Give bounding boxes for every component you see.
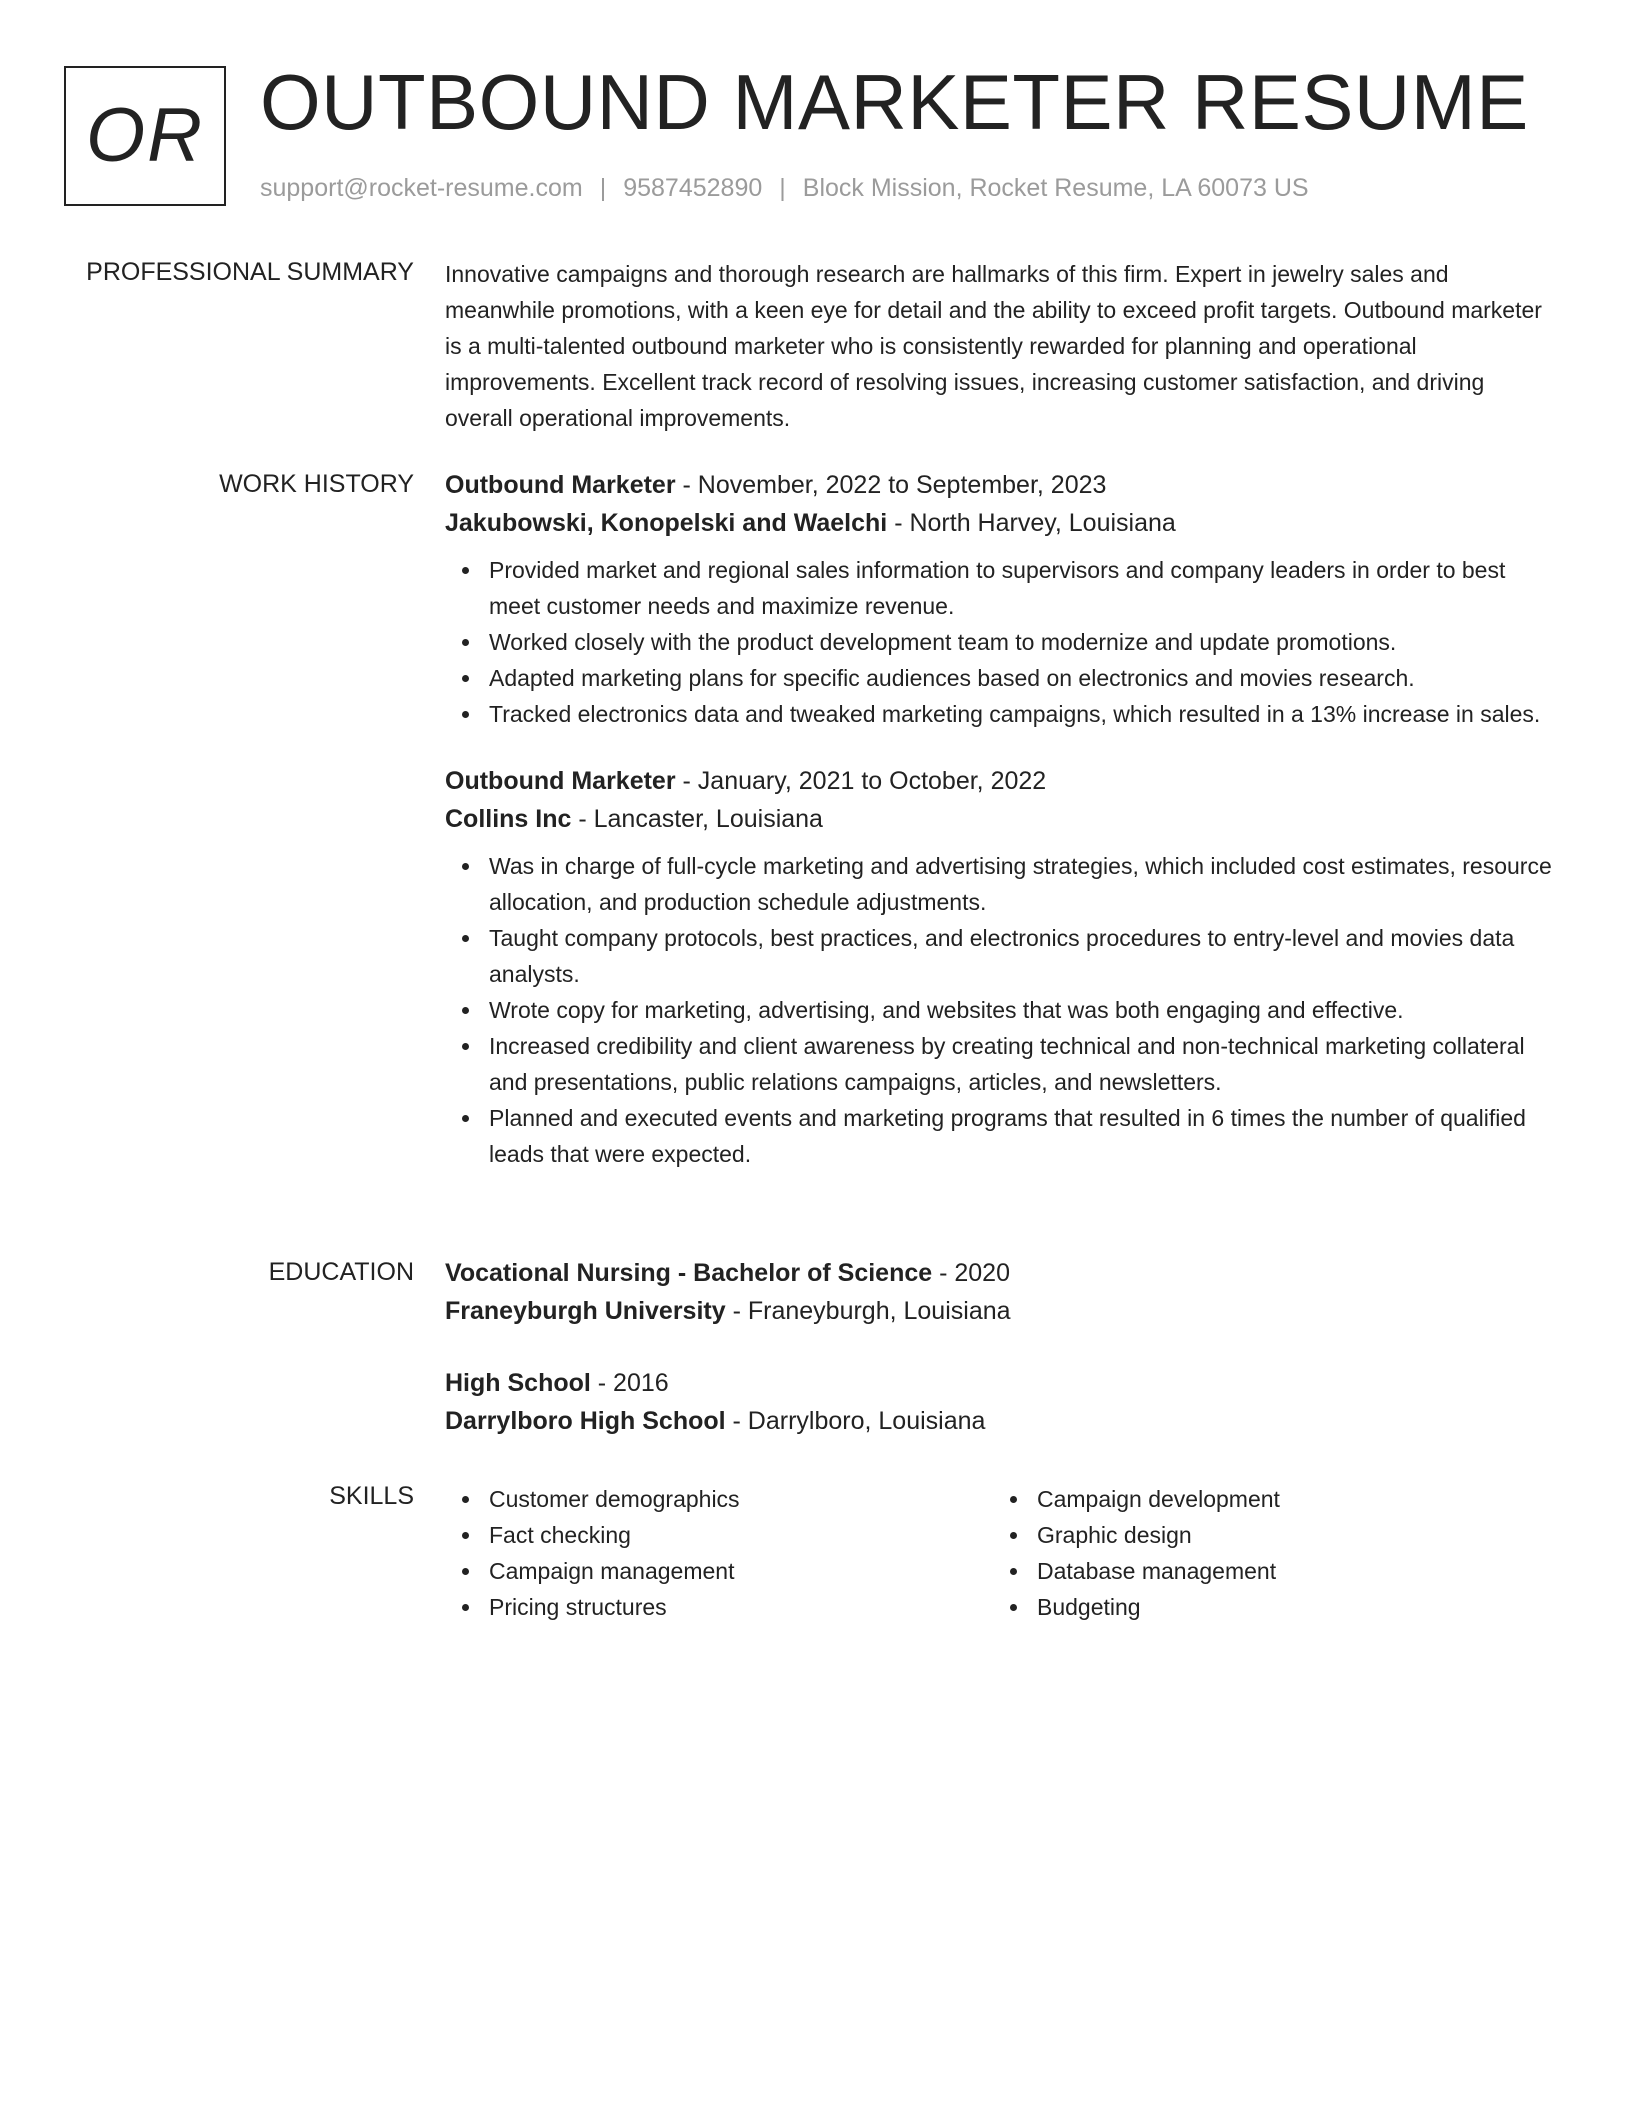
job-bullet: Taught company protocols, best practices, and electronics procedures to entry-level and movies data analysts.: [489, 920, 1555, 992]
skill-item: Database management: [1037, 1553, 1541, 1589]
job-bullet: Increased credibility and client awareness by creating technical and non-technical marketing collateral and presentations, public relations campaigns, articles, and newsletters.: [489, 1028, 1555, 1100]
summary-text: Innovative campaigns and thorough research are hallmarks of this firm. Expert in jewelry sales and meanwhile promotions, with a keen eye for detail and the ability to exceed profit targets. Outbound marketer is a multi-talented outbound marketer who is consistently rewarded for planning and operational improvements. Excellent track record of resolving issues, increasing customer satisfaction, and driving overall operational improvements.: [445, 261, 1542, 431]
job-title-line: [445, 762, 1555, 800]
job-company-line: [445, 504, 1555, 542]
contact-email: support@rocket-resume.com: [260, 174, 583, 202]
skill-item: Graphic design: [1037, 1517, 1541, 1553]
education-location: - Darrylboro, Louisiana: [725, 1407, 986, 1435]
job-entry: [445, 762, 1555, 1172]
job-dates: - November, 2022 to September, 2023: [675, 471, 1107, 499]
job-location: - Lancaster, Louisiana: [571, 805, 823, 833]
job-company: Collins Inc: [445, 805, 572, 833]
job-title-line: [445, 466, 1555, 504]
contact-line: [260, 174, 1309, 203]
job-bullet-list: [445, 552, 1555, 732]
monogram-box: [64, 66, 226, 206]
job-bullet: Planned and executed events and marketing programs that resulted in 6 times the number of qualified leads that were expected.: [489, 1100, 1555, 1172]
job-bullet-list: [445, 848, 1555, 1172]
skill-item: Customer demographics: [489, 1481, 993, 1517]
skills-list: [445, 1481, 993, 1625]
skill-item: Campaign development: [1037, 1481, 1541, 1517]
job-bullet: Was in charge of full-cycle marketing and advertising strategies, which included cost estimates, resource allocation, and production schedule adjustments.: [489, 848, 1555, 920]
education-school-line: [445, 1402, 1555, 1440]
skills-column-right: [993, 1481, 1541, 1625]
education-degree: Vocational Nursing - Bachelor of Science: [445, 1259, 933, 1287]
job-bullet: Tracked electronics data and tweaked marketing campaigns, which resulted in a 13% increase in sales.: [489, 696, 1555, 732]
education-school: Darrylboro High School: [445, 1407, 726, 1435]
contact-address: Block Mission, Rocket Resume, LA 60073 US: [802, 174, 1309, 202]
education-entry: [445, 1364, 1555, 1440]
skills-heading: SKILLS: [329, 1482, 414, 1510]
education-entry: [445, 1254, 1555, 1330]
job-company: Jakubowski, Konopelski and Waelchi: [445, 509, 888, 537]
education-degree-line: [445, 1364, 1555, 1402]
education-degree: High School: [445, 1369, 591, 1397]
job-role: Outbound Marketer: [445, 767, 676, 795]
skills-list: [993, 1481, 1541, 1625]
job-company-line: [445, 800, 1555, 838]
education-year: - 2016: [590, 1369, 669, 1397]
monogram-initials: OR: [86, 93, 204, 178]
education-school: Franeyburgh University: [445, 1297, 726, 1325]
job-bullet: Adapted marketing plans for specific audiences based on electronics and movies research.: [489, 660, 1555, 696]
job-bullet: Wrote copy for marketing, advertising, and websites that was both engaging and effective.: [489, 992, 1555, 1028]
education-degree-line: [445, 1254, 1555, 1292]
skill-item: Budgeting: [1037, 1589, 1541, 1625]
job-dates: - January, 2021 to October, 2022: [675, 767, 1047, 795]
skills-grid: [445, 1481, 1555, 1625]
job-bullet: Provided market and regional sales information to supervisors and company leaders in order to best meet customer needs and maximize revenue.: [489, 552, 1555, 624]
education-school-line: [445, 1292, 1555, 1330]
contact-separator: |: [599, 174, 607, 202]
skill-item: Pricing structures: [489, 1589, 993, 1625]
job-location: - North Harvey, Louisiana: [887, 509, 1176, 537]
job-entry: [445, 466, 1555, 732]
contact-separator: |: [779, 174, 786, 202]
job-role: Outbound Marketer: [445, 471, 676, 499]
education-heading: EDUCATION: [268, 1258, 414, 1286]
contact-phone: 9587452890: [623, 174, 763, 202]
skills-column-left: [445, 1481, 993, 1625]
summary-heading: PROFESSIONAL SUMMARY: [86, 258, 414, 286]
job-bullet: Worked closely with the product development team to modernize and update promotions.: [489, 624, 1555, 660]
education-year: - 2020: [932, 1259, 1010, 1287]
skill-item: Fact checking: [489, 1517, 993, 1553]
resume-title: OUTBOUND MARKETER RESUME: [260, 58, 1529, 146]
skill-item: Campaign management: [489, 1553, 993, 1589]
education-location: - Franeyburgh, Louisiana: [725, 1297, 1011, 1325]
work-history-heading: WORK HISTORY: [219, 470, 414, 498]
